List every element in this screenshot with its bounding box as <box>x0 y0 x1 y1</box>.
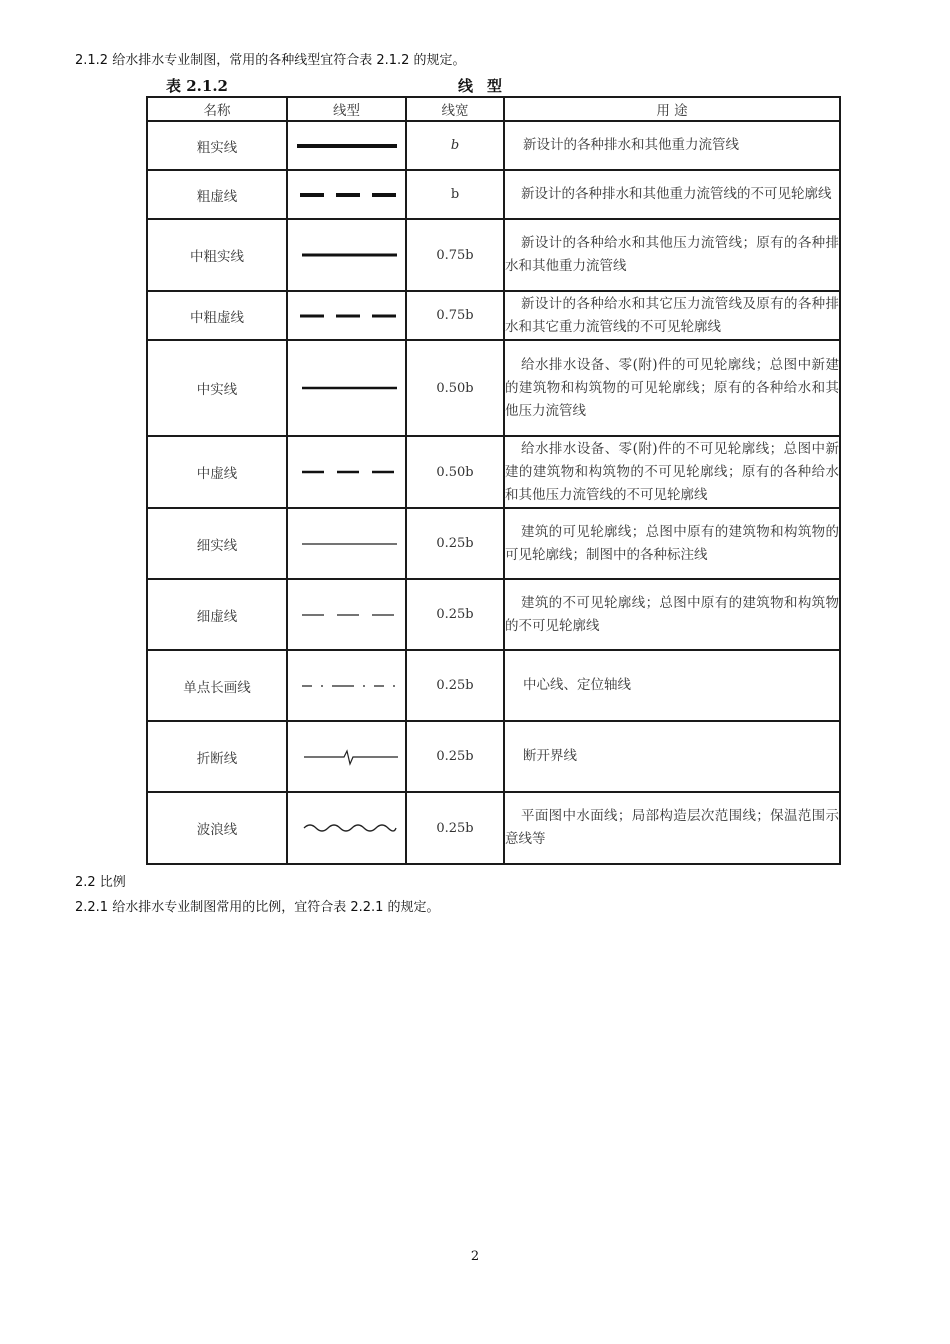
row-name: 细虚线 <box>147 579 287 650</box>
line-sample-cell <box>287 219 406 291</box>
section-heading-2-2: 2.2 比例 <box>75 875 126 890</box>
row-use: 断开界线 <box>504 721 840 792</box>
row-width: 0.25b <box>406 650 504 721</box>
row-use: 建筑的可见轮廓线；总图中原有的建筑物和构筑物的可见轮廓线；制图中的各种标注线 <box>504 508 840 579</box>
header-name: 名称 <box>147 97 287 121</box>
line-sample-cell <box>287 650 406 721</box>
line-type-table <box>146 96 841 865</box>
table-row <box>147 579 840 650</box>
table-row <box>147 436 840 508</box>
table-row <box>147 219 840 291</box>
header-type: 线型 <box>287 97 406 121</box>
medium-thick-dashed-line-sample <box>292 310 402 322</box>
row-use: 建筑的不可见轮廓线；总图中原有的建筑物和构筑物的不可见轮廓线 <box>504 579 840 650</box>
line-sample-cell <box>287 121 406 170</box>
row-name: 细实线 <box>147 508 287 579</box>
row-name: 中粗实线 <box>147 219 287 291</box>
table-row <box>147 792 840 864</box>
row-use: 新设计的各种给水和其他压力流管线；原有的各种排水和其他重力流管线 <box>504 219 840 291</box>
row-name: 波浪线 <box>147 792 287 864</box>
row-width: 0.75b <box>406 219 504 291</box>
table-row <box>147 121 840 170</box>
header-width: 线宽 <box>406 97 504 121</box>
row-width: 0.50b <box>406 436 504 508</box>
header-use: 用 途 <box>504 97 840 121</box>
row-name: 单点长画线 <box>147 650 287 721</box>
table-title: 线型 <box>458 77 517 95</box>
table-caption <box>166 75 666 95</box>
row-width: 0.25b <box>406 508 504 579</box>
row-width: 0.25b <box>406 579 504 650</box>
row-name: 中粗虚线 <box>147 291 287 340</box>
wave-line-sample <box>292 821 402 835</box>
line-sample-cell <box>287 508 406 579</box>
table-header-row <box>147 97 840 121</box>
row-width: b <box>406 170 504 219</box>
row-use: 给水排水设备、零(附)件的不可见轮廓线；总图中新建的建筑物和构筑物的不可见轮廓线；原有的各种给水和其他压力流管线的不可见轮廓线 <box>504 436 840 508</box>
line-sample-cell <box>287 170 406 219</box>
paragraph-2-1-2: 2.1.2 给水排水专业制图，常用的各种线型宜符合表 2.1.2 的规定。 <box>75 53 466 68</box>
table-row <box>147 170 840 219</box>
page-number: 2 <box>470 1249 480 1264</box>
paragraph-2-2-1: 2.2.1 给水排水专业制图常用的比例，宜符合表 2.2.1 的规定。 <box>75 900 440 915</box>
row-width: 0.50b <box>406 340 504 436</box>
line-sample-cell <box>287 291 406 340</box>
table-row <box>147 721 840 792</box>
table-row <box>147 291 840 340</box>
line-sample-cell <box>287 792 406 864</box>
row-use: 新设计的各种排水和其他重力流管线 <box>504 121 840 170</box>
row-name: 中实线 <box>147 340 287 436</box>
row-name: 粗虚线 <box>147 170 287 219</box>
medium-dashed-line-sample <box>292 466 402 478</box>
row-use: 平面图中水面线；局部构造层次范围线；保温范围示意线等 <box>504 792 840 864</box>
thick-dashed-line-sample <box>292 189 402 201</box>
row-name: 折断线 <box>147 721 287 792</box>
row-width: 0.75b <box>406 291 504 340</box>
table-row <box>147 650 840 721</box>
medium-solid-line-sample <box>292 382 402 394</box>
table-row <box>147 508 840 579</box>
thin-dashed-line-sample <box>292 609 402 621</box>
row-use: 新设计的各种给水和其它压力流管线及原有的各种排水和其它重力流管线的不可见轮廓线 <box>504 291 840 340</box>
line-sample-cell <box>287 340 406 436</box>
dash-dot-line-sample <box>292 680 402 692</box>
line-sample-cell <box>287 436 406 508</box>
line-sample-cell <box>287 579 406 650</box>
break-line-sample <box>292 747 402 767</box>
row-width: b <box>406 121 504 170</box>
thick-solid-line-sample <box>292 140 402 152</box>
row-width: 0.25b <box>406 792 504 864</box>
row-width: 0.25b <box>406 721 504 792</box>
thin-solid-line-sample <box>292 538 402 550</box>
row-use: 给水排水设备、零(附)件的可见轮廓线；总图中新建的建筑物和构筑物的可见轮廓线；原有的各种给水和其他压力流管线 <box>504 340 840 436</box>
row-name: 中虚线 <box>147 436 287 508</box>
table-row <box>147 340 840 436</box>
line-sample-cell <box>287 721 406 792</box>
table-number: 表 2.1.2 <box>166 77 228 95</box>
medium-thick-solid-line-sample <box>292 249 402 261</box>
row-name: 粗实线 <box>147 121 287 170</box>
row-use: 中心线、定位轴线 <box>504 650 840 721</box>
row-use: 新设计的各种排水和其他重力流管线的不可见轮廓线 <box>504 170 840 219</box>
